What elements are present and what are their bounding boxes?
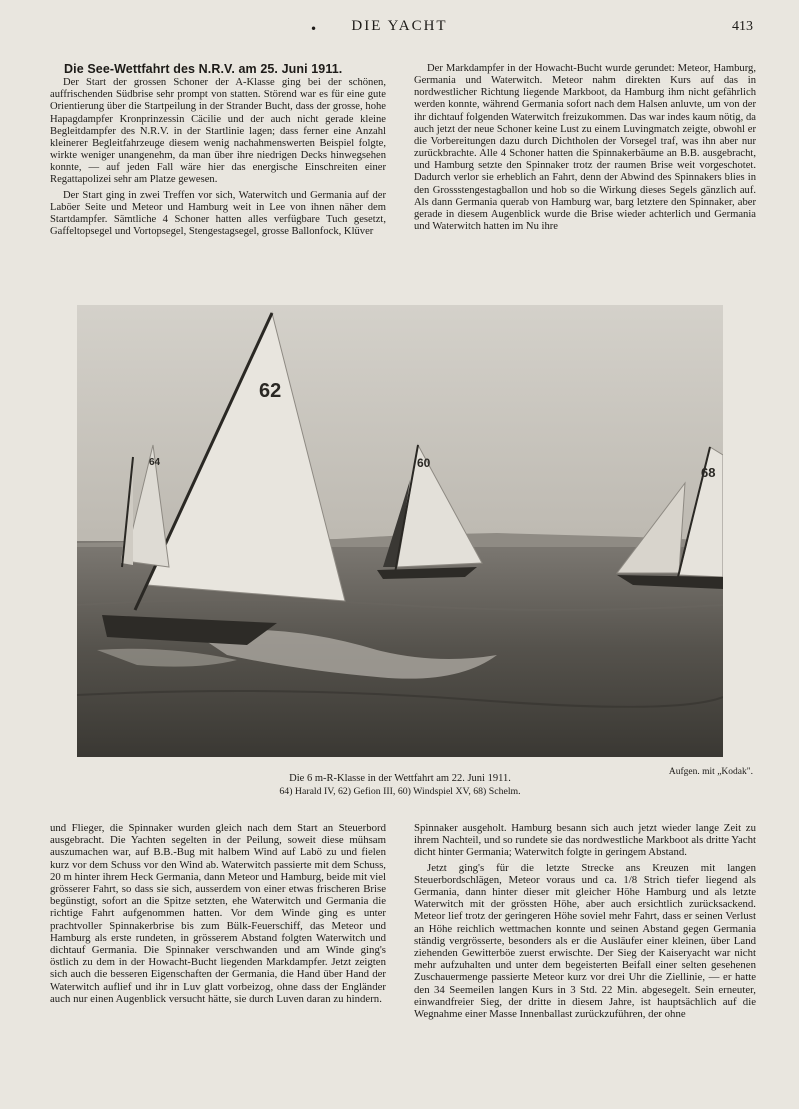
header-mark: • [310, 22, 318, 36]
paragraph: Der Start ging in zwei Treffen vor sich, Waterwitch und Germania auf der Laböer Seite und Meteor und Hamburg weit in Lee von ihnen näher dem Startdampfer. Sämtliche 4 Schoner hatten alles verfügbare Tuch gesetzt, Gaffeltopsegel und Vortopsegel, Stengestagsegel, grosse Ballonfock, Klüver [50, 189, 386, 238]
paragraph: Spinnaker ausgeholt. Hamburg besann sich auch jetzt wieder lange Zeit zu ihrem Nachteil, und so rundete sie das nordwestliche Markboot als dritte Yacht dicht hinter Germania; Waterwitch folgte in geringem Abstand. [414, 822, 756, 859]
column-right-top [414, 63, 756, 293]
page-number: 413 [732, 19, 753, 34]
paragraph: Jetzt ging's für die letzte Strecke ans Kreuzen mit langen Steuerbordschlägen, Meteor voraus und ca. 1/8 Strich tiefer liegend als Germania, dann hinter dieser mit gleicher Höhe Hamburg und als letzte Waterwitch mit der grössten Höhe, aber auch ersichtlich zurücksackend. Meteor lief trotz der geringeren Höhe soviel mehr Fahrt, dass er seinen Verlust an Höhe reichlich wettmachen konnte und seinen Abstand gegen Germania ständig vergrösserte, besonders als er die Ausläufer einer kleinen, über Land ziehenden Gewitterböe zuerst erwischte. Der Sieg der Kaiseryacht war nicht mehr aufzuhalten und unter dem begeisterten Beifall einer selten gesehenen Zuschauermenge passierte Meteor kurz vor drei Uhr die Ziellinie, — er hatte den 34 Seemeilen langen Kurs in 3 Std. 22 Min. abgesegelt. Sein erneuter, einwandfreier Sieg, der dritte in diesem Jahre, ist hauptsächlich auf die Wegnahme einer Masse Innenballast zurückzuführen, der ohne [414, 861, 756, 1021]
caption-title: Die 6 m-R-Klasse in der Wettfahrt am 22. Juni 1911. [289, 773, 511, 784]
page-header [0, 14, 799, 38]
regatta-photo [77, 305, 723, 757]
column-left-bottom [50, 822, 386, 1102]
paragraph: und Flieger, die Spinnaker wurden gleich nach dem Start an Steuerbord ausgebracht. Die Yachten segelten in der Peilung, soweit diese mühsam auszumachen war, auf B.B.-Bug mit halbem Wind auf Labö zu und fielen kurz vor dem Schuss vor den Wind ab. Waterwitch passierte mit dem Schuss, 20 m hinter ihrem Heck Germania, dann Meteor und Hamburg, beide mit viel grösserer Fahrt, so dass sie sich, ausserdem von einer etwas frischeren Brise begünstigt, sofort an die Spitze setzten, ehe Waterwitch und Germania die richtige Fahrt aufgenommen hatten. Vor dem Winde ging es unter prachtvoller Spinnakerbrise bis zum Bülk-Feuerschiff, das Meteor und Hamburg als erste rundeten, in grösserem Abstand folgten Waterwitch und dichtauf Germania. Die Spinnaker verschwanden und am Winde ging's östlich zu dem in der Howacht-Bucht liegenden Markdampfer. Jetzt zeigten sich auch die besseren Eigenschaften der Germania, die Hand über Hand der Waterwitch auflief und ihr in Luv glatt vorbeizog, ohne dass der Engländer auch nur einen Augenblick versucht hätte, sie durch Luven daran zu hindern. [50, 822, 386, 1005]
column-left-top [50, 63, 386, 293]
paragraph: Der Start der grossen Schoner der A-Klasse ging bei der schönen, auffrischenden Südbrise sehr prompt von statten. Störend war es für eine gute Orientierung über die Startpeilung in der Strander Bucht, dass der grosse, hohe Hapagdampfer Kronprinzessin Cäcilie und der auch nicht gerade kleine Begleitdampfer des N.R.V. in der Startlinie lagen; dass ferner eine Anzahl kleinerer Begleitfahrzeuge diesem wenig nachahmenswerten Beispiel folgte, wirkte weniger unangenehm, da man über ihre niedrigen Decks hinwegsehen konnte, — auf jeden Fall wäre hier das energische Einschreiten einer Regattapolizei sehr am Platze gewesen. [50, 77, 386, 186]
sail-number-64: 64 [149, 457, 161, 468]
sail-number-60: 60 [417, 456, 431, 470]
column-right-bottom [414, 822, 756, 1102]
paragraph: Der Markdampfer in der Howacht-Bucht wurde gerundet: Meteor, Hamburg, Germania und Waterwitch. Meteor nahm direkten Kurs auf das in nordwestlicher Richtung liegende Markboot, da Hamburg ihm nicht gefährlich werden konnte, während Germania sofort nach dem Halsen anluvte, um von der ihr dichtauf folgenden Waterwitch freizukommen. Das war indes kaum nötig, da auch jetzt der neue Schoner keine Lust zu einem Luvingmatch zeigte, obwohl er die Vorbereitungen dazu durch Dichtholen der Vorsegel traf, was ihn aber nur zurückbrachte. Alle 4 Schoner hatten die Spinnakerbäume an B.B. ausgebracht, und Hamburg setzte den Spinnaker trotz der raumen Brise weit vorgeschotet. Dadurch verlor sie erheblich an Fahrt, denn der Abwind des Spinnakers blies in den Grossstengestagballon und hob so die Wirkung dieses Segels gänzlich auf. Als dann Germania querab von Hamburg war, barg letztere den Spinnaker, aber gerade in diesem Augenblick wurde die Brise wieder achterlich und Germania und Waterwitch hatten im Nu ihre [414, 63, 756, 233]
caption-boat-list: 64) Harald IV, 62) Gefion III, 60) Windspiel XV, 68) Schelm. [279, 786, 521, 797]
sail-number-68: 68 [701, 465, 716, 480]
photo-caption [77, 773, 723, 797]
article-title: Die See-Wettfahrt des N.R.V. am 25. Juni 1911. [64, 62, 343, 76]
magazine-title: DIE YACHT [351, 18, 448, 34]
sail-number-62: 62 [259, 380, 282, 402]
photo-credit: Aufgen. mit „Kodak". [668, 767, 753, 777]
